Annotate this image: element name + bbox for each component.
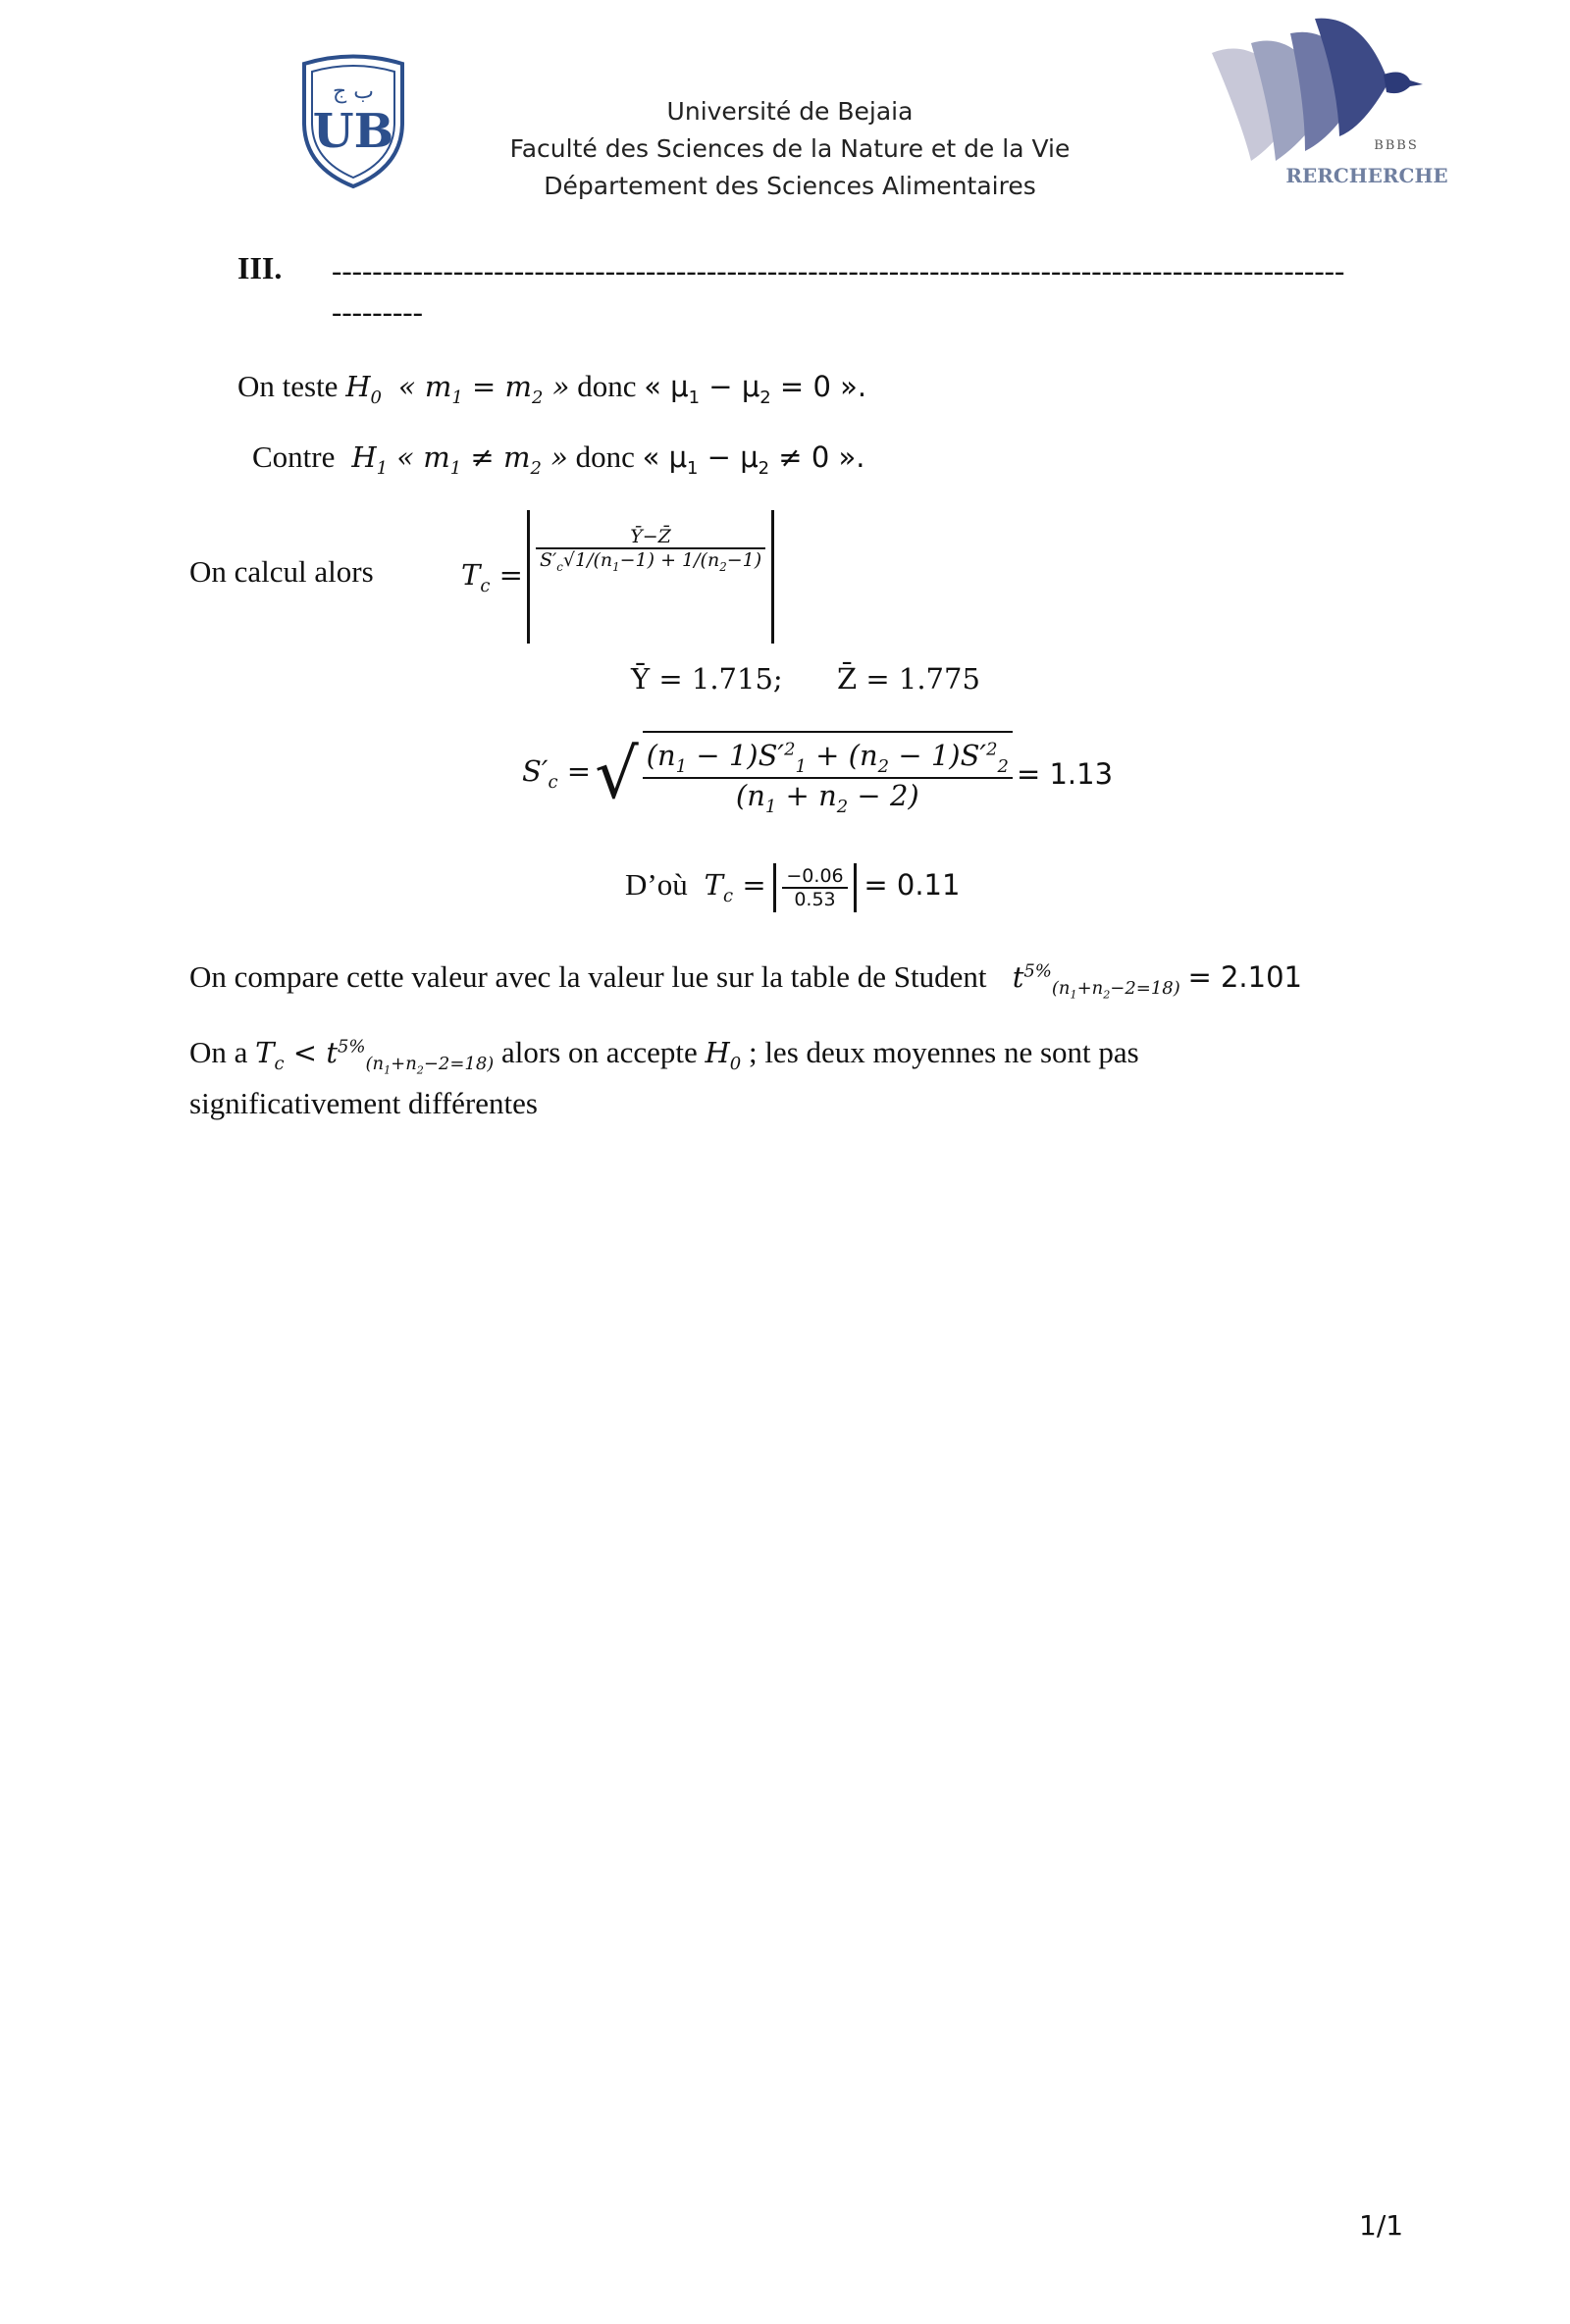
means-values: Ȳ = 1.715; Z̄ = 1.775 [631, 662, 980, 696]
header-department: Département des Sciences Alimentaires [544, 172, 1036, 200]
hypothesis-h1: Contre $H_1$ « $m_1 \ne m_2$ » donc « $\mu_1 - \mu_2 \ne 0$ ». [252, 439, 865, 479]
conclusion-line1: On a $T_c < t^{5\%}_{(n_1+n_2-2=18)}$ alors on accepte $H_0$ ; les deux moyennes ne sont pas [189, 1035, 1139, 1077]
section-dashes: ---------------------------------------------------------------------------------------------------- [332, 253, 1345, 287]
hypothesis-h0: On teste $H_0$ « $m_1 = m_2$ » donc « $\mu_1 - \mu_2 = 0$ ». [237, 369, 867, 408]
header-university: Université de Bejaia [666, 97, 914, 126]
conclusion-line2: significativement différentes [189, 1086, 538, 1120]
page-number: 1/1 [1359, 2209, 1404, 2242]
bbbs-research-logo [1192, 14, 1457, 205]
sc-formula: $S'_c$ = √ $\frac{(n_1 - 1)S'^2_1 + (n_2 - 1)S'^2_2}{(n_1 + n_2 - 2)}$ = 1.13 [522, 731, 1113, 817]
compare-statement: On compare cette valeur avec la valeur lue sur la table de Student $t^{5\%}_{(n_1+n_2-2=18)} = 2.101$ [189, 959, 1302, 1002]
svg-text:BBBS: BBBS [1374, 138, 1419, 153]
section-number: III. [237, 250, 283, 285]
svg-text:RERCHERCHE: RERCHERCHE [1285, 164, 1448, 187]
calc-intro: On calcul alors [189, 554, 374, 589]
svg-text:ب ج: ب ج [333, 79, 374, 104]
tc-formula: $T_c$ = $\frac{Ȳ-Z̄}{S'_c√1/(n_1-1) + 1/(n_2-1)}$ [461, 510, 774, 644]
section-dashes-continued: --------- [332, 294, 423, 329]
svg-text:UB: UB [312, 104, 394, 159]
header-faculty: Faculté des Sciences de la Nature et de la Vie [509, 134, 1071, 163]
tc-result: D’où $T_c$ = $\frac{-0.06}{0.53}$ = 0.11 [625, 865, 961, 910]
